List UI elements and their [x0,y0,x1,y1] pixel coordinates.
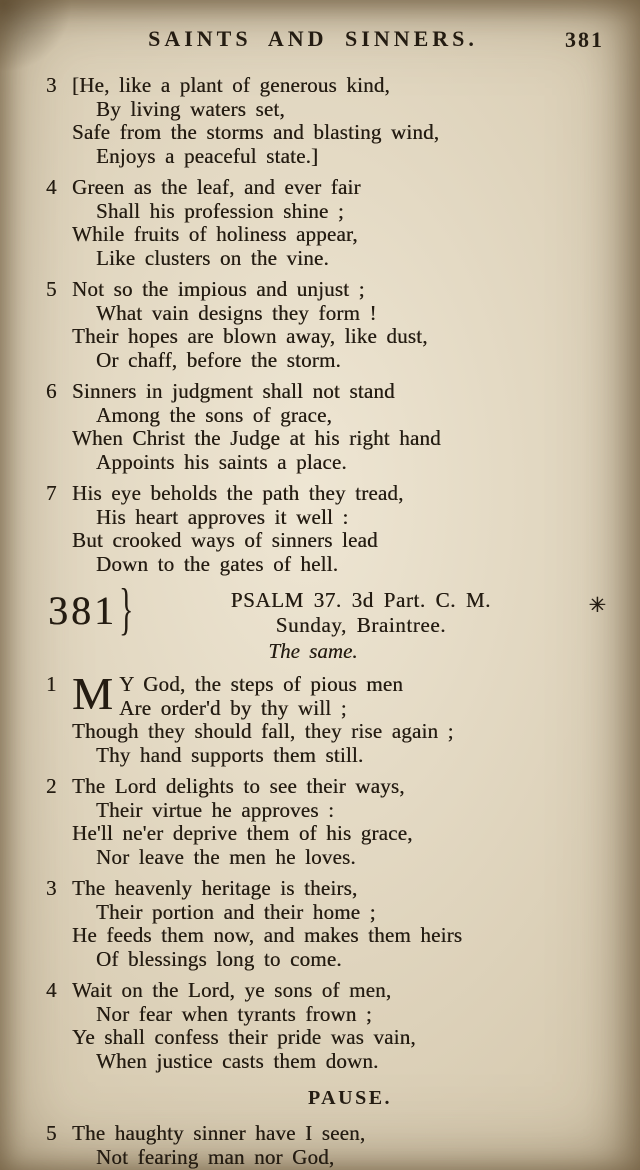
verse-line: What vain designs they form ! [96,300,377,325]
verse-line: Among the sons of grace, [96,402,332,427]
hymn-tune: Sunday, Braintree. [275,613,447,637]
verse-line: Or chaff, before the storm. [96,347,341,372]
section-title: SAINTS AND SINNERS. [148,26,478,51]
verse-line: His heart approves it well : [96,504,349,529]
verse [44,74,612,168]
printer-ornament-icon: ✳ [588,593,606,617]
verse [44,668,612,767]
verse-line: Not fearing man nor God, [96,1144,335,1169]
verse-line: Their hopes are blown away, like dust, [72,324,428,348]
verse-line: Nor leave the men he loves. [96,844,356,869]
verse-line: Like clusters on the vine. [96,245,329,270]
verse-line: Wait on the Lord, ye sons of men, [72,978,392,1002]
hymn-title: PSALM 37. 3d Part. C. M. [230,588,491,612]
running-header [44,26,604,52]
verse-line: The haughty sinner have I seen, [72,1121,366,1145]
hymn-number: 381 [48,588,117,633]
hymn-titles [133,588,588,638]
verse-line: By living waters set, [96,96,285,121]
verse-line: Y God, the steps of pious men [119,672,404,696]
verse-line: His eye beholds the path they tread, [72,481,404,505]
verse-line: He feeds them now, and makes them heirs [72,923,463,947]
verse [44,176,612,270]
verse [44,278,612,372]
verse-line: Sinners in judgment shall not stand [72,379,395,403]
brace-glyph: } [119,578,134,642]
verse [44,877,612,971]
verse-line: When Christ the Judge at his right hand [72,426,441,450]
verse-line: The Lord delights to see their ways, [72,774,405,798]
hymn-heading [44,578,612,642]
verse-line: Are order'd by thy will ; [119,695,347,720]
verse-line: But crooked ways of sinners lead [72,528,378,552]
verse-line: The heavenly heritage is theirs, [72,876,358,900]
verse-line: Though they should fall, they rise again ; [72,719,454,743]
verse-line: [He, like a plant of generous kind, [72,73,390,97]
verse-line: Shall his profession shine ; [96,198,344,223]
verse-line: Enjoys a peaceful state.] [96,143,319,168]
verse-number: 5 [46,277,57,301]
verse-line: Of blessings long to come. [96,946,342,971]
hymn-number-group [48,578,134,642]
verse-line: When justice casts them down. [96,1048,379,1073]
hymn-subtitle: The same. [268,639,358,663]
verse [44,775,612,869]
verse-number: 3 [46,73,57,97]
verse-line: He'll ne'er deprive them of his grace, [72,821,413,845]
verse [44,1122,612,1169]
verse-number: 1 [46,672,57,696]
drop-cap: M [72,668,114,719]
verse-line: Ye shall confess their pride was vain, [72,1025,416,1049]
verse-line: Their portion and their home ; [96,899,376,924]
verse-number: 4 [46,978,57,1002]
page-number: 381 [565,27,604,52]
verse-number: 5 [46,1121,57,1145]
verse-number: 7 [46,481,57,505]
verse [44,380,612,474]
verse-line: Nor fear when tyrants frown ; [96,1001,372,1026]
verse-line: Safe from the storms and blasting wind, [72,120,440,144]
verse-number: 3 [46,876,57,900]
verse [44,482,612,576]
verse-line: While fruits of holiness appear, [72,222,358,246]
verse-line: Green as the leaf, and ever fair [72,175,361,199]
verse-number: 6 [46,379,57,403]
verse-line: Thy hand supports them still. [96,742,364,767]
verse-line: Not so the impious and unjust ; [72,277,365,301]
verse-line: Down to the gates of hell. [96,551,339,576]
verse-number: 4 [46,175,57,199]
pause-label: PAUSE. [307,1087,393,1109]
verse-line: Their virtue he approves : [96,797,335,822]
verse-line: Appoints his saints a place. [96,449,347,474]
verse [44,979,612,1073]
verse-number: 2 [46,774,57,798]
